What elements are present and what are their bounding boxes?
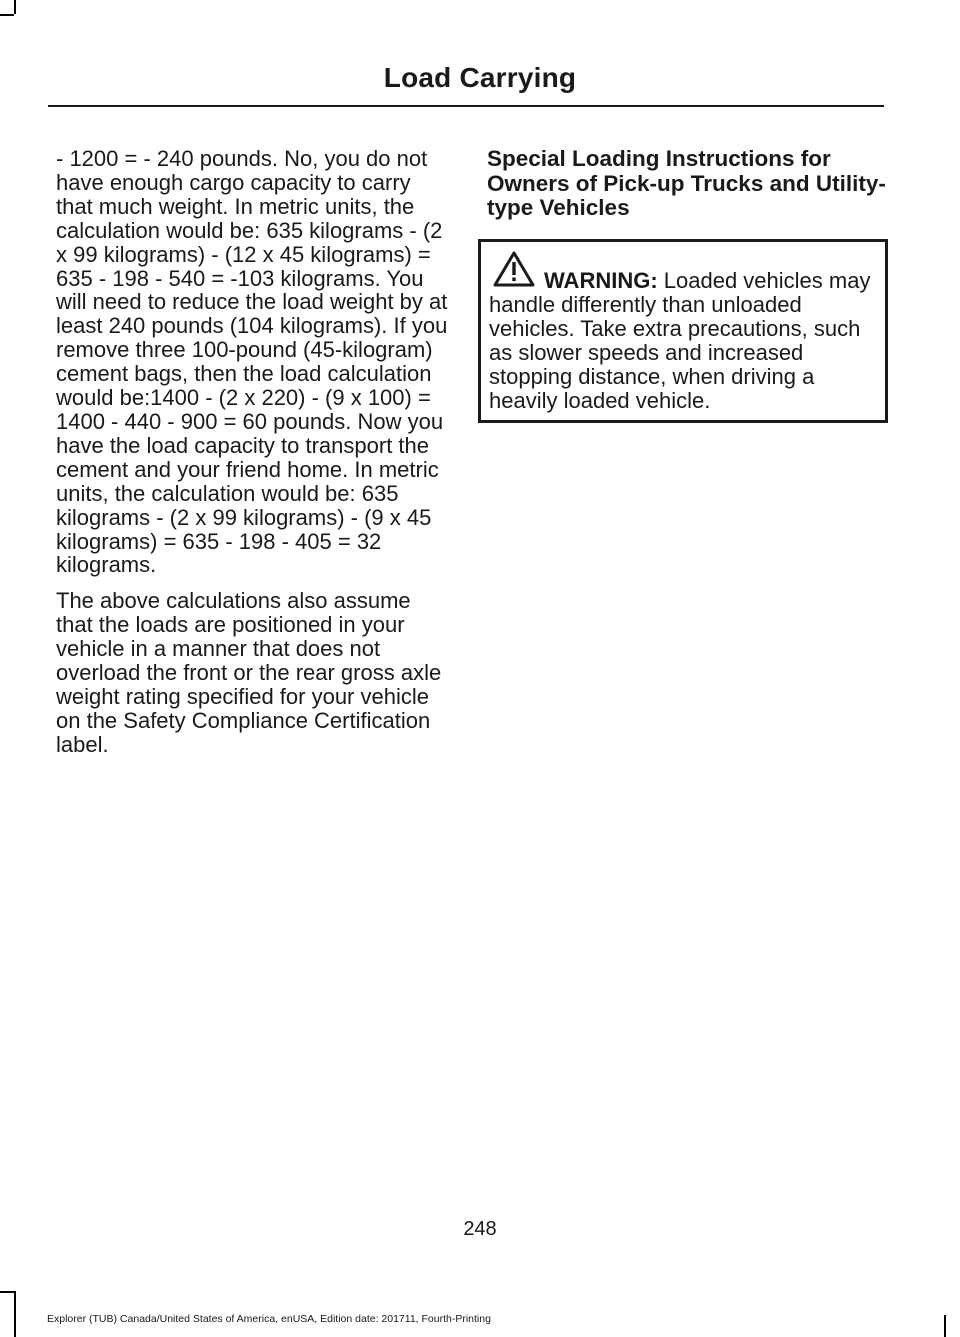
crop-mark: [14, 1291, 16, 1337]
page-title: Load Carrying: [383, 62, 577, 93]
crop-mark: [0, 14, 14, 16]
crop-mark: [0, 1291, 14, 1293]
warning-message: [489, 269, 881, 413]
warning-label: WARNING:: [544, 268, 658, 293]
header-divider: [48, 105, 884, 107]
page-number: 248: [463, 1218, 497, 1240]
edition-footer: Explorer (TUB) Canada/United States of America, enUSA, Edition date: 201711, Fourth-Printing: [47, 1313, 491, 1325]
body-paragraph: - 1200 = - 240 pounds. No, you do not have enough cargo capacity to carry that much weight. In metric units, the calculation would be: 635 kilograms - (2 x 99 kilograms) - (12 x 45 kilograms) = 635 - 198 - 540 = -103 kilograms. You will need to reduce the load weight by at least 240 pounds (104 kilograms). If you remove three 100-pound (45-kilogram) cement bags, then the load calculation would be:1400 - (2 x 220) - (9 x 100) = 1400 - 440 - 900 = 60 pounds. Now you have the load capacity to transport the cement and your friend home. In metric units, the calculation would be: 635 kilograms - (2 x 99 kilograms) - (9 x 45 kilograms) = 635 - 198 - 405 = 32 kilograms.: [56, 146, 448, 578]
right-column: [487, 147, 887, 221]
warning-box: [478, 239, 888, 423]
crop-mark: [944, 1315, 946, 1337]
left-column: [56, 147, 448, 769]
body-paragraph: The above calculations also assume that the loads are positioned in your vehicle in a manner that does not overload the front or the rear gross axle weight rating specified for your vehicle on the Safety Compliance Certification label.: [56, 588, 442, 757]
crop-mark: [14, 0, 16, 14]
warning-body: Loaded vehicles may handle differently than unloaded vehicles. Take extra precautions, such as slower speeds and increased stopping distance, when driving a heavily loaded vehicle.: [489, 268, 871, 413]
section-heading: Special Loading Instructions for Owners of Pick-up Trucks and Utility-type Vehicles: [487, 146, 886, 220]
